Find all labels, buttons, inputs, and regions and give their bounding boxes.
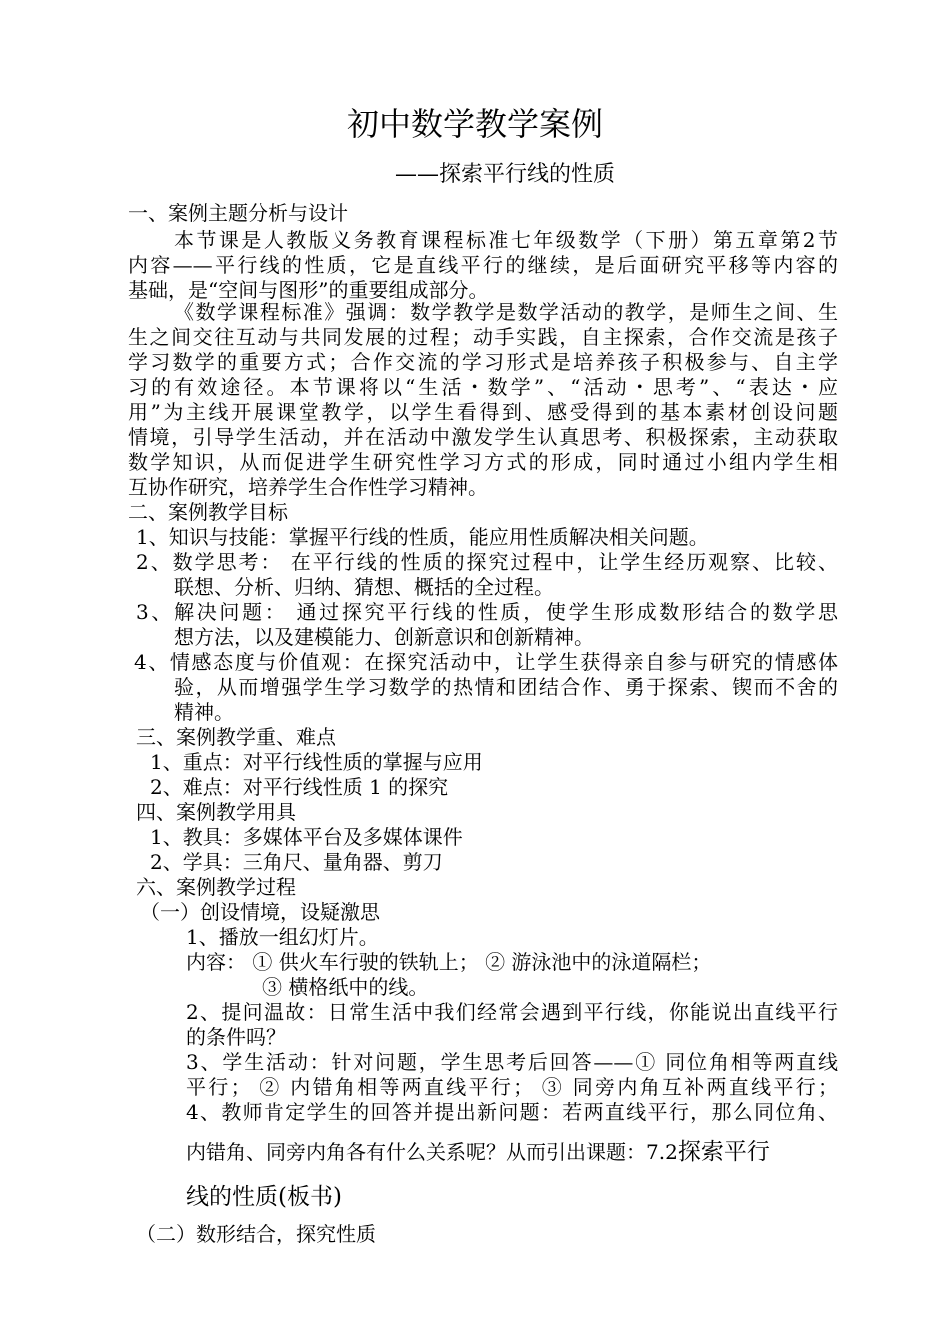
list-item: 2、难点：对平行线性质 1 的探究 xyxy=(150,775,449,799)
goal-item-cont: 验，从而增强学生学习数学的热情和团结合作、勇于探索、锲而不舍的 xyxy=(174,675,838,699)
process-item: 3、学生活动：针对问题，学生思考后回答——① 同位角相等两直线 xyxy=(186,1050,838,1074)
goal-item: 1、知识与技能：掌握平行线的性质，能应用性质解决相关问题。 xyxy=(136,525,709,549)
list-item: 1、重点：对平行线性质的掌握与应用 xyxy=(150,750,483,774)
paragraph-line: 《数学课程标准》强调：数学教学是数学活动的教学，是师生之间、生 xyxy=(174,300,838,324)
section-1-heading: 一、案例主题分析与设计 xyxy=(128,201,348,225)
goal-item: 2、数学思考： 在平行线的性质的探究过程中，让学生经历观察、比较、 xyxy=(136,550,838,574)
process-item: 2、提问温故：日常生活中我们经常会遇到平行线，你能说出直线平行 xyxy=(186,1000,838,1024)
document-title: 初中数学教学案例 xyxy=(346,105,603,143)
goal-item-cont: 联想、分析、归纳、猜想、概括的全过程。 xyxy=(174,575,554,599)
list-item: 1、教具：多媒体平台及多媒体课件 xyxy=(150,825,463,849)
section-2-heading: 二、案例教学目标 xyxy=(128,500,288,524)
paragraph-line: 互协作研究，培养学生合作性学习精神。 xyxy=(128,475,488,499)
process-item-cont: ③ 横格纸中的线。 xyxy=(262,975,429,999)
paragraph-line: 数学知识，从而促进学生研究性学习方式的形成，同时通过小组内学生相 xyxy=(128,450,838,474)
process-item: 1、播放一组幻灯片。 xyxy=(186,925,379,949)
paragraph-line: 内容——平行线的性质，它是直线平行的继续，是后面研究平移等内容的 xyxy=(128,253,838,277)
paragraph-line: 用”为主线开展课堂教学，以学生看得到、感受得到的基本素材创设问题 xyxy=(128,400,838,424)
paragraph-line: 本节课是人教版义务教育课程标准七年级数学（下册）第五章第2节 xyxy=(174,228,838,252)
list-item: 2、学具：三角尺、量角器、剪刀 xyxy=(150,850,443,874)
process-text: 内错角、同旁内角各有什么关系呢？从而引出课题：7.2 xyxy=(186,1140,678,1164)
section-4-heading: 四、案例教学用具 xyxy=(136,800,296,824)
process-item: 4、教师肯定学生的回答并提出新问题：若两直线平行，那么同位角、 xyxy=(186,1100,838,1124)
goal-item: 3、解决问题： 通过探究平行线的性质，使学生形成数形结合的数学思 xyxy=(136,600,838,624)
course-topic: 探索平行 xyxy=(677,1139,770,1165)
section-6-heading: 六、案例教学过程 xyxy=(136,875,296,899)
goal-item-cont: 想方法，以及建模能力、创新意识和创新精神。 xyxy=(174,625,594,649)
process-item-cont: 的条件吗？ xyxy=(186,1025,286,1049)
paragraph-line: 基础，是“空间与图形”的重要组成部分。 xyxy=(128,278,489,302)
subsection-heading: （一）创设情境，设疑激思 xyxy=(140,900,380,924)
goal-item: 4、情感态度与价值观：在探究活动中，让学生获得亲自参与研究的情感体 xyxy=(134,650,838,674)
paragraph-line: 学习数学的重要方式；合作交流的学习形式是培养孩子积极参与、自主学 xyxy=(128,350,838,374)
paragraph-line: 习的有效途径。本节课将以“生活・数学”、“活动・思考”、“表达・应 xyxy=(128,375,838,399)
subsection-heading: （二）数形结合，探究性质 xyxy=(136,1222,376,1246)
document-subtitle: ——探索平行线的性质 xyxy=(394,162,615,187)
paragraph-line: 情境，引导学生活动，并在活动中激发学生认真思考、积极探索，主动获取 xyxy=(128,425,838,449)
process-item: 内容： ① 供火车行驶的铁轨上； ② 游泳池中的泳道隔栏； xyxy=(186,950,712,974)
process-item-cont: 线的性质(板书) xyxy=(186,1184,342,1210)
goal-item-cont: 精神。 xyxy=(174,700,234,724)
process-item-cont xyxy=(186,1137,770,1167)
section-3-heading: 三、案例教学重、难点 xyxy=(136,725,336,749)
process-item-cont: 平行； ② 内错角相等两直线平行； ③ 同旁内角互补两直线平行； xyxy=(186,1075,838,1099)
paragraph-line: 生之间交往互动与共同发展的过程；动手实践，自主探索，合作交流是孩子 xyxy=(128,325,838,349)
